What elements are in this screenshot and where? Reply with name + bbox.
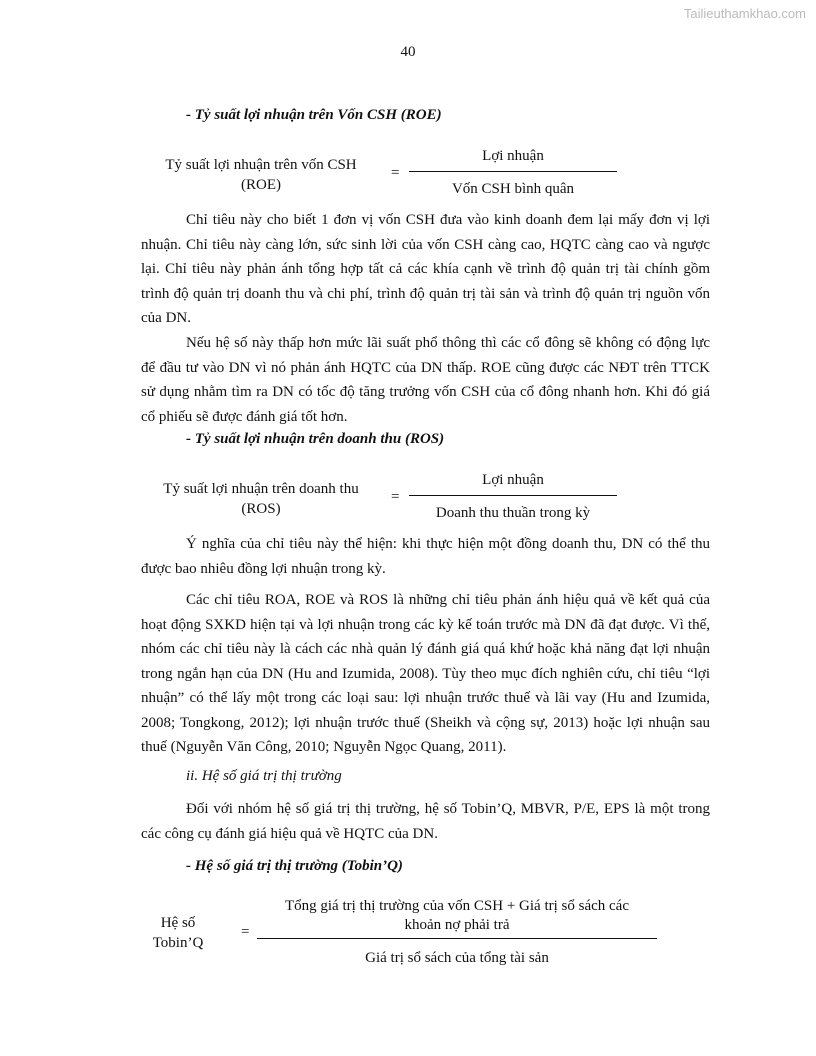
roe-formula-label xyxy=(141,155,381,195)
roe-paragraph-2: Nếu hệ số này thấp hơn mức lãi suất phổ thông thì các cổ đông sẽ không có động lực để đầu tư vào DN vì nó phản ánh HQTC của DN thấp. ROE cũng được các NĐT trên TTCK sử dụng nhằm tìm ra DN có tốc độ tăng trưởng vốn CSH của cổ đông nhanh hơn. Khi đó giá cổ phiếu sẽ được đánh giá tốt hơn. xyxy=(141,335,710,425)
ros-formula-label-line1: Tỷ suất lợi nhuận trên doanh thu xyxy=(163,481,359,497)
ros-formula-label xyxy=(141,479,381,519)
roe-formula-label-line1: Tỷ suất lợi nhuận trên vốn CSH xyxy=(165,157,357,173)
market-paragraph: Đối với nhóm hệ số giá trị thị trường, hệ số Tobin’Q, MBVR, P/E, EPS là một trong các công cụ đánh giá hiệu quả về HQTC của DN. xyxy=(141,801,710,842)
ros-paragraph-2: Các chỉ tiêu ROA, ROE và ROS là những chỉ tiêu phản ánh hiệu quả về kết quả của hoạt động SXKD hiện tại và lợi nhuận trong các kỳ kế toán trước mà DN đã đạt được. Vì thế, nhóm các chỉ tiêu này là cách các nhà quản lý đánh giá quá khứ hoặc khả năng đạt lợi nhuận trong ngắn hạn của DN (Hu and Izumida, 2008). Tùy theo mục đích nghiên cứu, chỉ tiêu “lợi nhuận” có thể lấy một trong các loại sau: lợi nhuận trước thuế và lãi vay (Hu and Izumida, 2008; Tongkong, 2012); lợi nhuận trước thuế (Sheikh và cộng sự, 2013) hoặc lợi nhuận sau thuế (Nguyễn Văn Công, 2010; Nguyễn Ngọc Quang, 2011). xyxy=(141,592,710,755)
ros-paragraph-1: Ý nghĩa của chỉ tiêu này thể hiện: khi thực hiện một đồng doanh thu, DN có thể thu được bao nhiêu đồng lợi nhuận trong kỳ. xyxy=(141,536,710,577)
tobin-equals-sign: = xyxy=(241,924,250,940)
roe-paragraph-1: Chỉ tiêu này cho biết 1 đơn vị vốn CSH đưa vào kinh doanh đem lại mấy đơn vị lợi nhuận. Chỉ tiêu này càng lớn, sức sinh lời của vốn CSH càng cao, HQTC càng cao và ngược lại. Chỉ tiêu này phản ánh tổng hợp tất cả các khía cạnh về trình độ quản trị tài chính gồm trình độ quản trị doanh thu và chi phí, trình độ quản trị tài sản và trình độ quản trị nguồn vốn của DN. xyxy=(141,212,710,326)
watermark: Tailieuthamkhao.com xyxy=(683,6,806,21)
ros-denominator: Doanh thu thuần trong kỳ xyxy=(435,505,591,521)
roe-fraction-bar xyxy=(409,171,617,172)
roe-formula xyxy=(141,146,710,202)
tobin-numerator-line2: khoản nợ phải trả xyxy=(404,917,510,933)
market-subheading: ii. Hệ số giá trị thị trường xyxy=(186,768,342,784)
tobin-numerator xyxy=(257,897,657,935)
tobin-fraction-bar xyxy=(257,938,657,939)
ros-heading: - Tỷ suất lợi nhuận trên doanh thu (ROS) xyxy=(186,431,445,447)
ros-equals-sign: = xyxy=(391,489,400,505)
tobin-formula-label xyxy=(141,913,215,953)
page-number: 40 xyxy=(400,44,416,60)
roe-denominator: Vốn CSH bình quân xyxy=(451,181,575,197)
tobin-formula xyxy=(141,895,710,975)
tobin-formula-label-line2: Tobin’Q xyxy=(152,935,204,951)
ros-numerator: Lợi nhuận xyxy=(482,472,544,488)
roe-formula-label-line2: (ROE) xyxy=(241,177,281,193)
ros-fraction-bar xyxy=(409,495,617,496)
tobin-denominator: Giá trị sổ sách của tổng tài sản xyxy=(365,950,549,966)
roe-numerator: Lợi nhuận xyxy=(482,148,544,164)
tobin-numerator-line1: Tổng giá trị thị trường của vốn CSH + Giá trị sổ sách các xyxy=(284,898,630,914)
ros-formula-label-line2: (ROS) xyxy=(241,501,281,517)
roe-heading: - Tỷ suất lợi nhuận trên Vốn CSH (ROE) xyxy=(186,107,442,123)
tobin-formula-label-line1: Hệ số xyxy=(160,915,196,931)
tobin-heading: - Hệ số giá trị thị trường (Tobin’Q) xyxy=(186,858,403,874)
roe-equals-sign: = xyxy=(391,165,400,181)
ros-formula xyxy=(141,470,710,526)
